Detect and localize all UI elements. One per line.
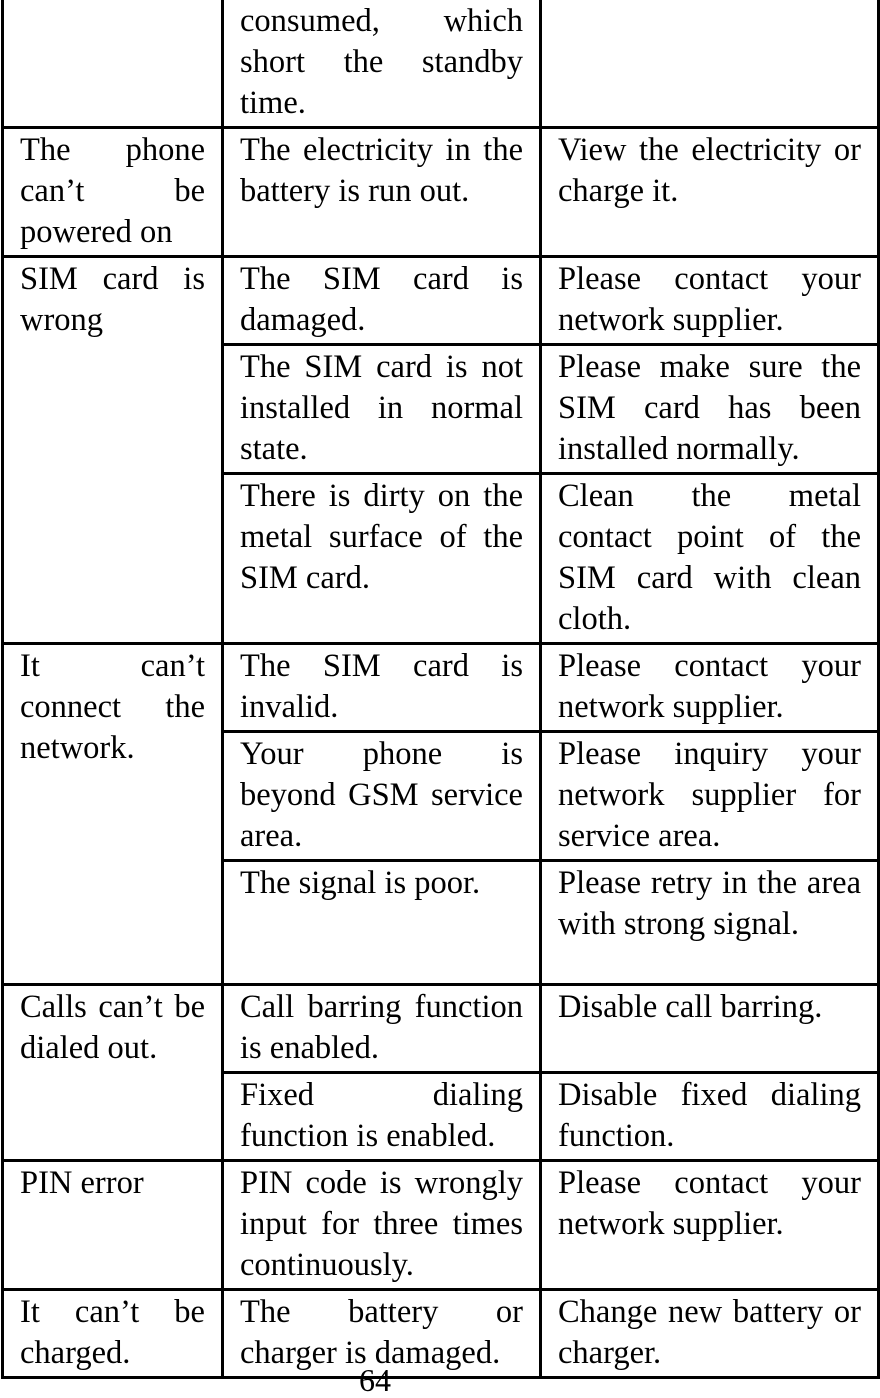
table-row [3, 1161, 879, 1290]
solution-cell: Please inquiry your network supplier for service area. [541, 732, 879, 861]
page-number: 64 [359, 1362, 391, 1398]
table-row [3, 0, 879, 128]
problem-cell: It can’t connect the network. [3, 644, 223, 985]
cause-cell: The electricity in the battery is run out. [223, 128, 541, 257]
solution-cell: Change new battery or charger. [541, 1290, 879, 1378]
problem-cell [3, 0, 223, 128]
solution-cell: Please make sure the SIM card has been installed normally. [541, 345, 879, 474]
problem-cell: SIM card is wrong [3, 257, 223, 644]
cause-cell: Call barring function is enabled. [223, 985, 541, 1073]
solution-cell: Disable fixed dialing function. [541, 1073, 879, 1161]
solution-cell: Disable call barring. [541, 985, 879, 1073]
solution-cell: Clean the metal contact point of the SIM card with clean cloth. [541, 474, 879, 644]
cause-cell: The signal is poor. [223, 861, 541, 985]
table-row [3, 985, 879, 1073]
solution-cell: Please contact your network supplier. [541, 1161, 879, 1290]
table-row [3, 257, 879, 345]
cause-cell: The battery or charger is damaged. [223, 1290, 541, 1378]
table-row [3, 644, 879, 732]
problem-cell: The phone can’t be powered on [3, 128, 223, 257]
problem-cell: Calls can’t be dialed out. [3, 985, 223, 1161]
cause-cell: There is dirty on the metal surface of the SIM card. [223, 474, 541, 644]
solution-cell: Please contact your network supplier. [541, 257, 879, 345]
cause-cell: PIN code is wrongly input for three times continuously. [223, 1161, 541, 1290]
cause-cell: consumed, which short the standby time. [223, 0, 541, 128]
cause-cell: The SIM card is invalid. [223, 644, 541, 732]
solution-cell: Please contact your network supplier. [541, 644, 879, 732]
cause-cell: Fixed dialing function is enabled. [223, 1073, 541, 1161]
cause-cell: Your phone is beyond GSM service area. [223, 732, 541, 861]
problem-cell: It can’t be charged. [3, 1290, 223, 1378]
cause-cell: The SIM card is damaged. [223, 257, 541, 345]
problem-cell: PIN error [3, 1161, 223, 1290]
cause-cell: The SIM card is not installed in normal state. [223, 345, 541, 474]
solution-cell: View the electricity or charge it. [541, 128, 879, 257]
solution-cell [541, 0, 879, 128]
solution-cell: Please retry in the area with strong signal. [541, 861, 879, 985]
troubleshooting-table [1, 0, 880, 1379]
table-row [3, 128, 879, 257]
